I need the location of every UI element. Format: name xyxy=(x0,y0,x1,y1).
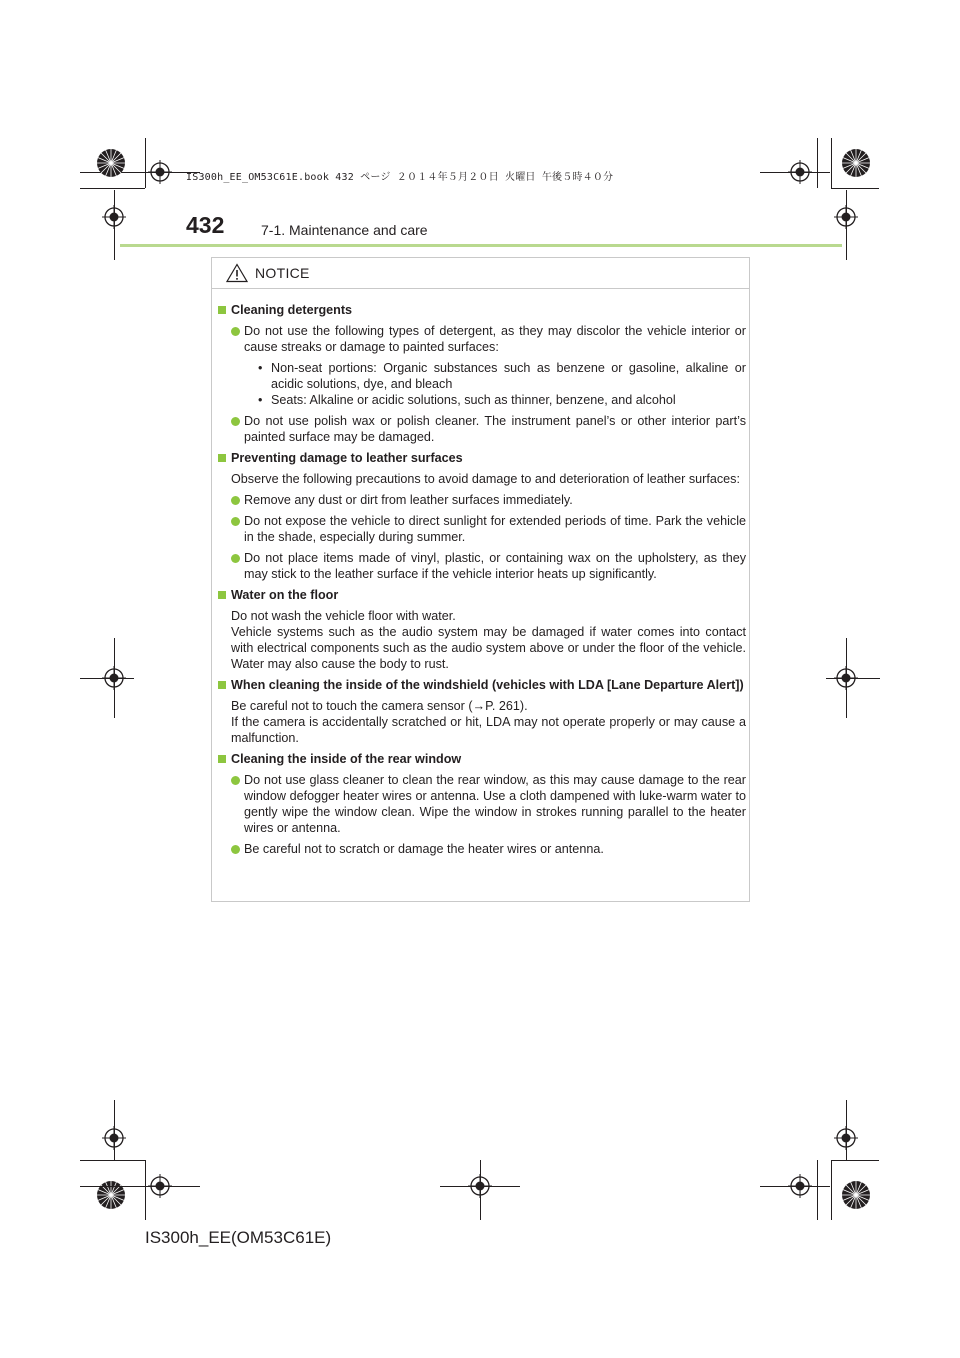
list-item: Do not expose the vehicle to direct sunlight for extended periods of time. Park the vehicle in the shade, especially during summer. xyxy=(218,513,746,545)
section-title: 7-1. Maintenance and care xyxy=(261,222,428,238)
list-item: Do not use the following types of detergent, as they may discolor the vehicle interior or cause streaks or damage to painted surfaces: • Non-seat portions: Organic substances such as benzene or gasoline, alkaline or acidic solutions, dye, and bleach • Seats: Alkaline or acidic solutions, such as thinner, benzene, and alcohol xyxy=(218,323,746,408)
paragraph: Vehicle systems such as the audio system may be damaged if water comes into contact with electrical components such as the audio system above or under the floor of the vehicle. Water may also cause the body to rust. xyxy=(231,625,746,671)
crop-line xyxy=(80,1186,200,1187)
section-heading: Preventing damage to leather surfaces xyxy=(218,450,746,466)
paragraph: Observe the following precautions to avoid damage to and deterioration of leather surfaces: xyxy=(231,472,740,486)
section-heading: When cleaning the inside of the windshield (vehicles with LDA [Lane Departure Alert]) xyxy=(218,677,746,693)
notice-title: NOTICE xyxy=(255,265,310,281)
crop-line xyxy=(114,190,115,260)
section-heading: Cleaning the inside of the rear window xyxy=(218,751,746,767)
round-bullet-icon xyxy=(231,776,240,785)
section-heading: Cleaning detergents xyxy=(218,302,746,318)
page-number: 432 xyxy=(186,212,225,238)
crop-line xyxy=(114,1100,115,1160)
square-bullet-icon xyxy=(218,306,226,314)
paragraph: Do not wash the vehicle floor with water. xyxy=(231,609,456,623)
notice-content xyxy=(218,302,746,862)
sub-list-item: • Seats: Alkaline or acidic solutions, such as thinner, benzene, and alcohol xyxy=(258,393,676,407)
registration-wheel-icon xyxy=(841,148,871,178)
round-bullet-icon xyxy=(231,845,240,854)
crop-line xyxy=(846,1100,847,1160)
crop-line xyxy=(831,138,832,188)
crop-line xyxy=(145,138,146,188)
round-bullet-icon xyxy=(231,327,240,336)
round-bullet-icon xyxy=(231,496,240,505)
paragraph: Be careful not to touch the camera sensor (→P. 261). xyxy=(231,699,528,713)
registration-wheel-icon xyxy=(96,1180,126,1210)
section-heading: Water on the floor xyxy=(218,587,746,603)
header-divider xyxy=(120,244,842,247)
square-bullet-icon xyxy=(218,454,226,462)
warning-triangle-icon xyxy=(226,263,248,283)
round-bullet-icon xyxy=(231,417,240,426)
registration-wheel-icon xyxy=(96,148,126,178)
round-bullet-icon xyxy=(231,517,240,526)
crop-line xyxy=(831,188,879,189)
list-item: Be careful not to scratch or damage the heater wires or antenna. xyxy=(218,841,746,857)
crop-line xyxy=(760,1186,830,1187)
list-item: Do not place items made of vinyl, plastic, or containing wax on the upholstery, as they may stick to the leather surface if the vehicle interior heats up significantly. xyxy=(218,550,746,582)
round-bullet-icon xyxy=(231,554,240,563)
crop-line xyxy=(817,1160,818,1220)
square-bullet-icon xyxy=(218,681,226,689)
crop-line xyxy=(826,678,880,679)
notice-box xyxy=(211,257,750,902)
list-item: Remove any dust or dirt from leather surfaces immediately. xyxy=(218,492,746,508)
crop-line xyxy=(817,138,818,188)
crop-line xyxy=(145,1160,146,1220)
square-bullet-icon xyxy=(218,591,226,599)
crop-line xyxy=(80,678,134,679)
crop-line xyxy=(80,188,145,189)
document-code: IS300h_EE(OM53C61E) xyxy=(145,1228,332,1247)
notice-header xyxy=(212,258,749,289)
registration-mark-icon xyxy=(148,160,172,184)
list-item: Do not use glass cleaner to clean the rear window, as this may cause damage to the rear window defogger heater wires or antenna. Use a cloth dampened with luke-warm water to gently wipe the window clean. Wipe the window in strokes running parallel to the heater wires or antenna. xyxy=(218,772,746,836)
crop-line xyxy=(831,1160,879,1161)
paragraph: If the camera is accidentally scratched or hit, LDA may not operate properly or may cause a malfunction. xyxy=(231,715,746,745)
crop-line xyxy=(831,1160,832,1220)
sub-list-item: • Non-seat portions: Organic substances such as benzene or gasoline, alkaline or acidic solutions, dye, and bleach xyxy=(258,361,746,391)
book-file-header: IS300h_EE_OM53C61E.book 432 ページ ２０１４年５月２０日 火曜日 午後５時４０分 xyxy=(186,172,614,183)
list-item: Do not use polish wax or polish cleaner. The instrument panel’s or other interior part’s painted surface may be damaged. xyxy=(218,413,746,445)
square-bullet-icon xyxy=(218,755,226,763)
crop-line xyxy=(480,1160,481,1220)
registration-wheel-icon xyxy=(841,1180,871,1210)
crop-line xyxy=(80,1160,145,1161)
crop-line xyxy=(846,190,847,260)
registration-mark-icon xyxy=(788,160,812,184)
